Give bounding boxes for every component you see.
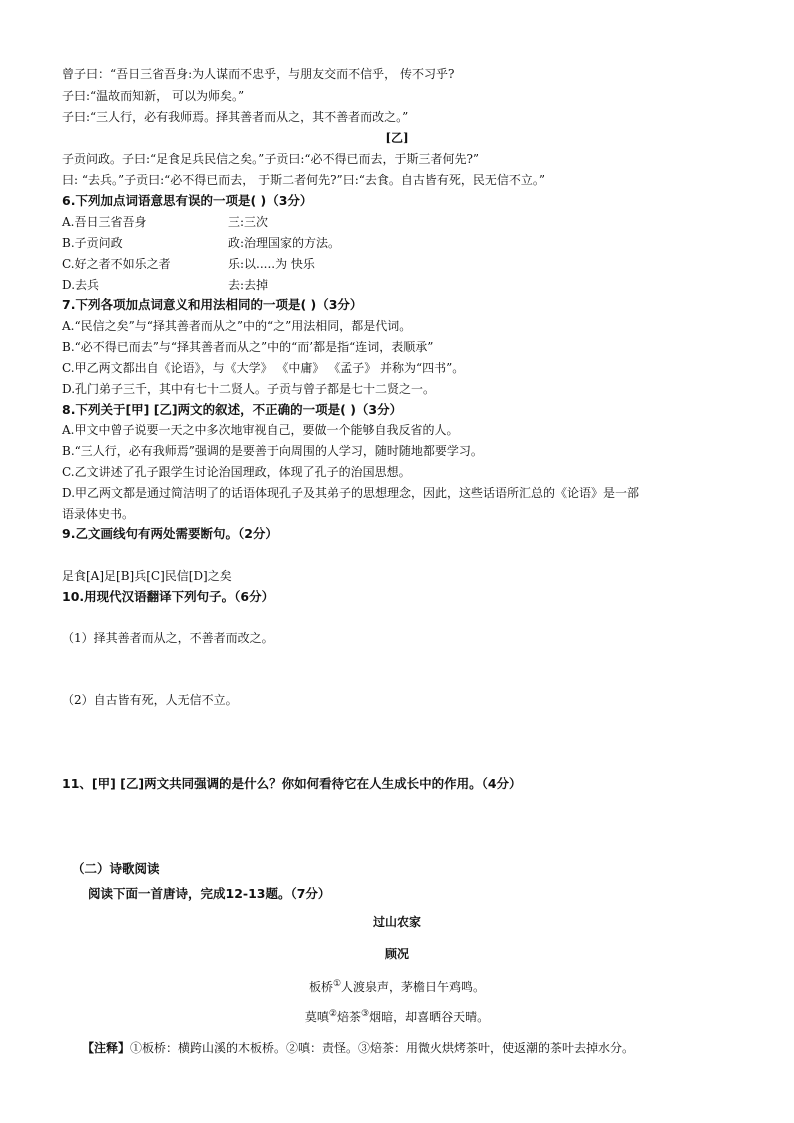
q6-option-d — [62, 277, 268, 293]
poem-line2 — [0, 1006, 794, 1025]
note-marker-2: ② — [328, 1009, 337, 1019]
poem-line1-a: 板桥 — [308, 980, 333, 994]
poem-line1 — [0, 976, 794, 995]
poem-author: 顾况 — [384, 947, 409, 961]
q11-title: 11、[甲] [乙]两文共同强调的是什么？你如何看待它在人生成长中的作用。（4分） — [62, 776, 522, 791]
q7-option-b: B.“必不得已而去”与“择其善者而从之”中的“而’都是指“连词，表顺承” — [62, 340, 434, 354]
q6-option-c-meaning: 乐:以.....为 快乐 — [228, 257, 315, 271]
poem-notes — [82, 1040, 634, 1056]
q8-option-b: B.“三人行，必有我师焉”强调的是要善于向周围的人学习，随时随地都要学习。 — [62, 444, 483, 458]
poem-line2-b: 焙茶 — [336, 1010, 361, 1024]
q9-title: 9.乙文画线句有两处需要断句。（2分） — [62, 526, 278, 541]
passage-yi-line2: 曰: “去兵。”子贡曰:“必不得已而去， 于斯二者何先?”曰:“去食。自古皆有死，民无信不立。” — [62, 173, 546, 187]
q6-option-d-meaning: 去:去掉 — [228, 278, 269, 292]
q8-option-d: D.甲乙两文都是通过简洁明了的话语体现孔子及其弟子的思想理念，因此，这些话语所汇总的《论语》是一部 — [62, 486, 640, 500]
q7-title: 7.下列各项加点词意义和用法相同的一项是( )（3分） — [62, 297, 363, 312]
q6-option-c — [62, 256, 315, 272]
poem-notes-text: ①板桥：横跨山溪的木板桥。②嗔：责怪。③焙茶：用微火烘烤茶叶，使返潮的茶叶去掉水分。 — [130, 1041, 635, 1055]
passage-yi-heading: [乙] — [385, 131, 409, 145]
q8-option-c: C.乙文讲述了孔子跟学生讨论治国理政，体现了孔子的治国思想。 — [62, 465, 411, 479]
q6-option-a-meaning: 三:三次 — [228, 215, 269, 229]
q6-title: 6.下列加点词语意思有误的一项是( )（3分） — [62, 193, 313, 208]
poem-title: 过山农家 — [372, 915, 421, 929]
q8-title: 8.下列关于[甲] [乙]两文的叙述，不正确的一项是( )（3分） — [62, 402, 403, 417]
q6-option-b-word: B.子贡问政 — [62, 236, 123, 250]
q8-option-d-cont: 语录体史书。 — [62, 507, 135, 521]
q6-option-d-word: D.去兵 — [62, 278, 100, 292]
q6-option-b — [62, 235, 340, 251]
passage-jia-line2: 子曰:“温故而知新， 可以为师矣。” — [62, 89, 245, 103]
q10-title: 10.用现代汉语翻译下列句子。（6分） — [62, 589, 275, 604]
poem-line2-c: 烟暗，却喜晒谷天晴。 — [369, 1010, 490, 1024]
q8-option-a: A.甲文中曾子说要一天之中多次地审视自己，要做一个能够自我反省的人。 — [62, 423, 459, 437]
note-marker-3: ③ — [361, 1009, 370, 1019]
q6-option-a — [62, 214, 268, 230]
q10-item2: （2）自古皆有死，人无信不立。 — [62, 693, 238, 707]
passage-jia-line3: 子曰:“三人行，必有我师焉。择其善者而从之，其不善者而改之。” — [62, 110, 409, 124]
q7-option-c: C.甲乙两文都出自《论语》，与《大学》 《中庸》 《孟子》 并称为“四书”。 — [62, 361, 465, 375]
q6-option-c-word: C.好之者不如乐之者 — [62, 257, 171, 271]
poem-line2-a: 莫嗔 — [304, 1010, 329, 1024]
q7-option-d: D.孔门弟子三千，其中有七十二贤人。子贡与曾子都是七十二贤之一。 — [62, 382, 436, 396]
section2-instruction: 阅读下面一首唐诗，完成12-13题。（7分） — [88, 886, 331, 901]
passage-jia-line1: 曾子曰：“吾日三省吾身:为人谋而不忠乎，与朋友交而不信乎， 传不习乎? — [62, 67, 455, 81]
section2-heading: （二）诗歌阅读 — [72, 861, 160, 876]
q6-option-b-meaning: 政:治理国家的方法。 — [228, 236, 341, 250]
poem-line1-b: 人渡泉声，茅檐日午鸡鸣。 — [341, 980, 486, 994]
q6-option-a-word: A.吾日三省吾身 — [62, 215, 147, 229]
q9-sentence: 足食[A]足[B]兵[C]民信[D]之矣 — [62, 569, 232, 583]
q10-item1: （1）择其善者而从之，不善者而改之。 — [62, 631, 274, 645]
passage-yi-line1: 子贡问政。子曰:“足食足兵民信之矣。”子贡曰:“必不得已而去，于斯三者何先?” — [62, 152, 480, 166]
q7-option-a: A.“民信之矣”与“择其善者而从之”中的“之”用法相同，都是代词。 — [62, 319, 412, 333]
poem-notes-label: 【注释】 — [82, 1041, 131, 1055]
note-marker-1: ① — [332, 979, 342, 989]
